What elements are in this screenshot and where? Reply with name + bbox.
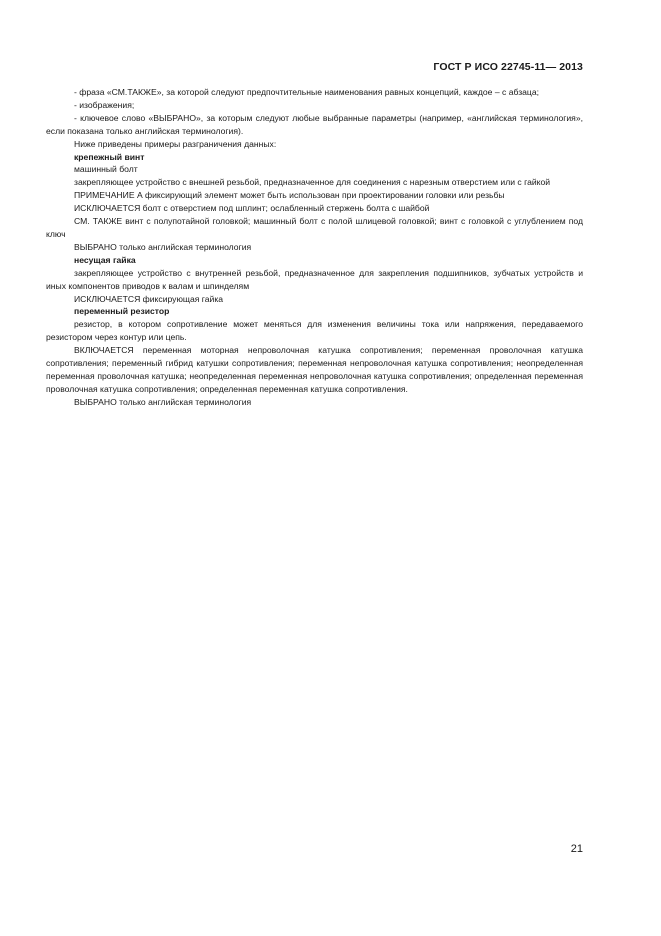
note-fastening-screw: ПРИМЕЧАНИЕ А фиксирующий элемент может быть использован при проектировании головки или резьбы [74,190,505,201]
see-also-fastening-screw: СМ. ТАКЖЕ винт с полупотайной головкой; машинный болт с полой шлицевой головкой; винт с головкой с углублением под ключ [46,216,583,239]
page-body [46,86,583,409]
term-bearing-nut: несущая гайка [74,254,136,265]
paragraph-selected-keyword: - ключевое слово «ВЫБРАНО», за которым следуют любые выбранные параметры (например, «английская терминология», если показана только английская терминология). [46,112,583,136]
includes-variable-resistor: ВКЛЮЧАЕТСЯ переменная моторная непроволочная катушка сопротивления; переменная проволочная катушка сопротивления; переменный гибрид катушки сопротивления; переменная непроволочная катушка сопротивления; неопределенная переменная проволочная катушка; неопределенная переменная непроволочная катушка сопротивления; определенная переменная проволочная катушка сопротивления; определенная переменная катушка сопротивления. [46,345,583,394]
paragraph-see-also-phrase: - фраза «СМ.ТАКЖЕ», за которой следуют предпочтительные наименования равных концепций, каждое – с абзаца; [74,87,540,97]
term-variable-resistor: переменный резистор [74,306,170,317]
excludes-fastening-screw: ИСКЛЮЧАЕТСЯ болт с отверстием под шплинт; ослабленный стержень болта с шайбой [74,203,430,214]
selected-fastening-screw: ВЫБРАНО только английская терминология [74,241,252,252]
excludes-bearing-nut: ИСКЛЮЧАЕТСЯ фиксирующая гайка [74,293,224,304]
selected-variable-resistor: ВЫБРАНО только английская терминология [74,396,252,407]
synonym-machine-bolt: машинный болт [74,164,138,175]
definition-bearing-nut: закрепляющее устройство с внутренней резьбой, предназначенное для закрепления подшипников, зубчатых устройств и иных компонентов приводов к валам и шпинделям [46,267,583,291]
document-header: ГОСТ Р ИСО 22745-11— 2013 [433,61,583,73]
paragraph-examples-intro: Ниже приведены примеры разграничения данных: [74,138,277,149]
page-number: 21 [570,843,583,855]
definition-fastening-screw: закрепляющее устройство с внешней резьбой, предназначенное для соединения с нарезным отверстием или с гайкой [74,177,551,188]
paragraph-images: - изображения; [74,99,135,110]
term-fastening-screw: крепежный винт [74,151,145,162]
definition-variable-resistor: резистор, в котором сопротивление может меняться для изменения величины тока или напряжения, передаваемого резистором через контур или цепь. [46,319,583,343]
